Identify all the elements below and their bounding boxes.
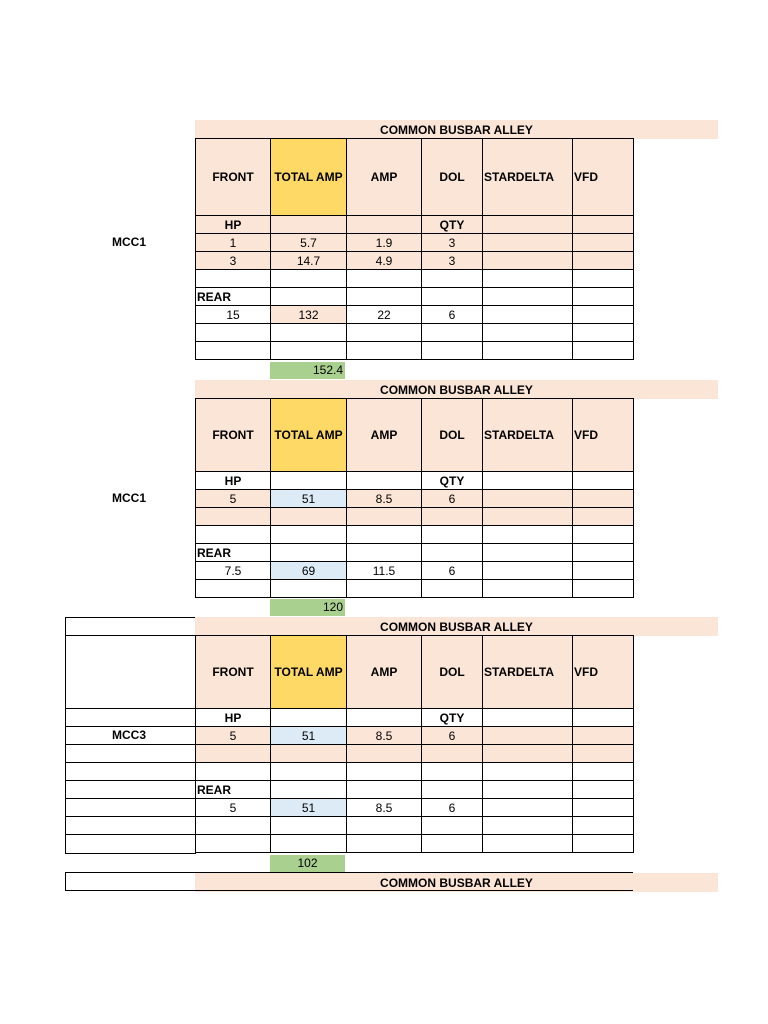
col-dol: DOL: [422, 399, 483, 472]
col-dol: DOL: [422, 636, 483, 709]
grand-total-3: 102: [270, 855, 345, 872]
mcc-table-1: [195, 138, 634, 360]
side-cell: [65, 780, 196, 799]
col-dol: DOL: [422, 139, 483, 216]
col-stardelta: STARDELTA: [483, 139, 573, 216]
table-row: [196, 562, 634, 580]
total-amp-cell: 51: [271, 490, 347, 508]
total-amp-cell: 132: [271, 306, 347, 324]
dol-cell: 6: [422, 562, 483, 580]
rear-row: [196, 781, 634, 799]
table-row: [196, 490, 634, 508]
grand-total-2: 120: [270, 599, 345, 616]
table-row: [196, 252, 634, 270]
col-front: FRONT: [196, 636, 271, 709]
rear-row: [196, 288, 634, 306]
total-amp-cell: 69: [271, 562, 347, 580]
sub-header-row: [196, 472, 634, 490]
amp-cell: 11.5: [347, 562, 422, 580]
table-row: [196, 270, 634, 288]
rear-row: [196, 544, 634, 562]
busbar-banner-3: COMMON BUSBAR ALLEY: [195, 617, 718, 636]
side-cell: [65, 762, 196, 781]
hp-cell: 5: [196, 727, 271, 745]
total-amp-cell: 51: [271, 799, 347, 817]
table-row: [196, 306, 634, 324]
header-row: [196, 399, 634, 472]
col-total-amp: TOTAL AMP: [271, 399, 347, 472]
dol-cell: 6: [422, 490, 483, 508]
side-cell: [65, 834, 196, 854]
total-amp-cell: 51: [271, 727, 347, 745]
table-row: [196, 342, 634, 360]
total-amp-cell: 14.7: [271, 252, 347, 270]
total-amp-cell: 5.7: [271, 234, 347, 252]
table-row: [196, 324, 634, 342]
table-row: [196, 526, 634, 544]
qty-label: QTY: [422, 709, 483, 727]
hp-cell: 7.5: [196, 562, 271, 580]
side-cell: [65, 635, 196, 709]
hp-cell: 5: [196, 799, 271, 817]
header-row: [196, 636, 634, 709]
sub-header-row: [196, 216, 634, 234]
table-row: [196, 799, 634, 817]
hp-label: HP: [196, 709, 271, 727]
dol-cell: 3: [422, 252, 483, 270]
table-row: [196, 727, 634, 745]
qty-label: QTY: [422, 216, 483, 234]
col-stardelta: STARDELTA: [483, 636, 573, 709]
col-amp: AMP: [347, 139, 422, 216]
side-cell: [65, 816, 196, 835]
dol-cell: 6: [422, 306, 483, 324]
col-total-amp: TOTAL AMP: [271, 139, 347, 216]
mcc-label-2: MCC1: [112, 491, 147, 505]
dol-cell: 6: [422, 799, 483, 817]
amp-cell: 8.5: [347, 727, 422, 745]
amp-cell: 22: [347, 306, 422, 324]
side-cell: [65, 744, 196, 763]
grand-total-1: 152.4: [270, 362, 345, 379]
table-row: [196, 835, 634, 853]
col-front: FRONT: [196, 399, 271, 472]
mcc-label-1: MCC1: [112, 235, 147, 249]
hp-cell: 5: [196, 490, 271, 508]
table-row: [196, 745, 634, 763]
mcc-label-3: MCC3: [112, 728, 147, 742]
side-cell: [65, 708, 196, 727]
amp-cell: 4.9: [347, 252, 422, 270]
busbar-banner-1: COMMON BUSBAR ALLEY: [195, 120, 718, 139]
amp-cell: 1.9: [347, 234, 422, 252]
mcc-table-2: [195, 398, 634, 598]
table-row: [196, 508, 634, 526]
side-cell: [65, 617, 196, 636]
col-amp: AMP: [347, 399, 422, 472]
busbar-banner-4: COMMON BUSBAR ALLEY: [195, 873, 718, 892]
table-row: [196, 763, 634, 781]
col-vfd: VFD: [573, 636, 634, 709]
hp-label: HP: [196, 216, 271, 234]
amp-cell: 8.5: [347, 799, 422, 817]
sub-header-row: [196, 709, 634, 727]
hp-cell: 1: [196, 234, 271, 252]
header-row: [196, 139, 634, 216]
col-total-amp: TOTAL AMP: [271, 636, 347, 709]
hp-cell: 15: [196, 306, 271, 324]
amp-cell: 8.5: [347, 490, 422, 508]
col-stardelta: STARDELTA: [483, 399, 573, 472]
busbar-banner-2: COMMON BUSBAR ALLEY: [195, 380, 718, 399]
hp-cell: 3: [196, 252, 271, 270]
mcc-table-3: [195, 635, 634, 853]
rear-label: REAR: [196, 288, 271, 306]
dol-cell: 6: [422, 727, 483, 745]
side-cell: [65, 872, 196, 891]
dol-cell: 3: [422, 234, 483, 252]
rear-label: REAR: [196, 781, 271, 799]
col-vfd: VFD: [573, 399, 634, 472]
table-row: [196, 817, 634, 835]
col-amp: AMP: [347, 636, 422, 709]
table-row: [196, 580, 634, 598]
rear-label: REAR: [196, 544, 271, 562]
side-cell: [65, 798, 196, 817]
divider: [195, 890, 633, 891]
col-front: FRONT: [196, 139, 271, 216]
hp-label: HP: [196, 472, 271, 490]
col-vfd: VFD: [573, 139, 634, 216]
divider: [195, 872, 633, 873]
table-row: [196, 234, 634, 252]
qty-label: QTY: [422, 472, 483, 490]
